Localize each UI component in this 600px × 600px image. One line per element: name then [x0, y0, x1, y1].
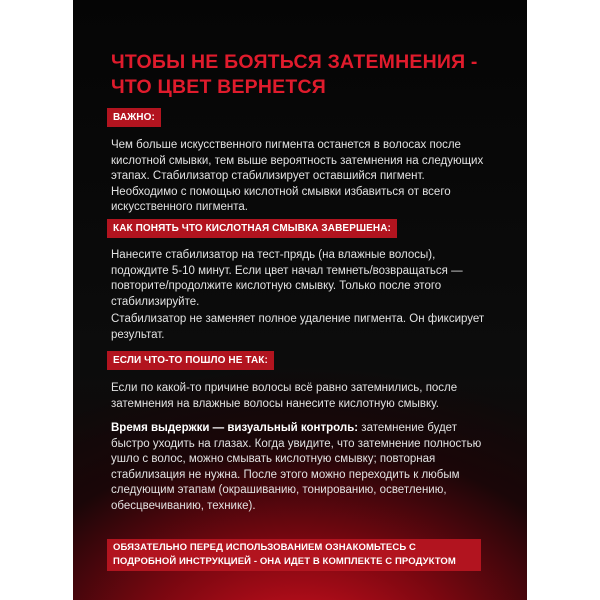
- page-title: ЧТОБЫ НЕ БОЯТЬСЯ ЗАТЕМНЕНИЯ - ЧТО ЦВЕТ ВЕРНЕТСЯ: [111, 51, 478, 98]
- exposure-time-text: затемнение будет быстро уходить на глазах. Когда увидите, что затемнение полностью ушло с волос, можно смывать кислотную смывку; повторная стабилизация не нужна. После этого можно переходить к любым следующим этапам (окрашиванию, тонированию, осветлению, обесцвечиванию, технике).: [111, 422, 482, 512]
- paragraph-important: Чем больше искусственного пигмента останется в волосах после кислотной смывки, тем выше вероятность затемнения на следующих этапах. Стабилизатор стабилизирует оставшийся пигмент. Необходимо с помощью кислотной смывки избавиться от всего искусственного пигмента.: [111, 139, 484, 213]
- paragraph-stabilizer-note: Стабилизатор не заменяет полное удаление пигмента. Он фиксирует результат.: [111, 313, 485, 341]
- exposure-time-lead: Время выдержки — визуальный контроль:: [111, 422, 359, 434]
- paragraph-if-wrong: Если по какой-то причине волосы всё равно затемнились, после затемнения на влажные волосы нанесите кислотную смывку.: [111, 382, 458, 410]
- paragraph-how-to-check: Нанесите стабилизатор на тест-прядь (на влажные волосы), подождите 5-10 минут. Если цвет начал темнеть/возвращаться — повторите/продолжите кислотную смывку. Только после этого стабилизируйте.: [111, 249, 463, 308]
- section-label-if-wrong: ЕСЛИ ЧТО-ТО ПОШЛО НЕ ТАК:: [107, 351, 274, 370]
- section-label-important: ВАЖНО:: [107, 108, 161, 127]
- paragraph-exposure-time: [111, 421, 491, 514]
- section-label-how-to-check: КАК ПОНЯТЬ ЧТО КИСЛОТНАЯ СМЫВКА ЗАВЕРШЕНА:: [107, 219, 397, 238]
- instruction-notice: ОБЯЗАТЕЛЬНО ПЕРЕД ИСПОЛЬЗОВАНИЕМ ОЗНАКОМЬТЕСЬ С ПОДРОБНОЙ ИНСТРУКЦИЕЙ - ОНА ИДЕТ В КОМПЛЕКТЕ С ПРОДУКТОМ: [107, 539, 481, 571]
- instruction-card: [73, 0, 527, 600]
